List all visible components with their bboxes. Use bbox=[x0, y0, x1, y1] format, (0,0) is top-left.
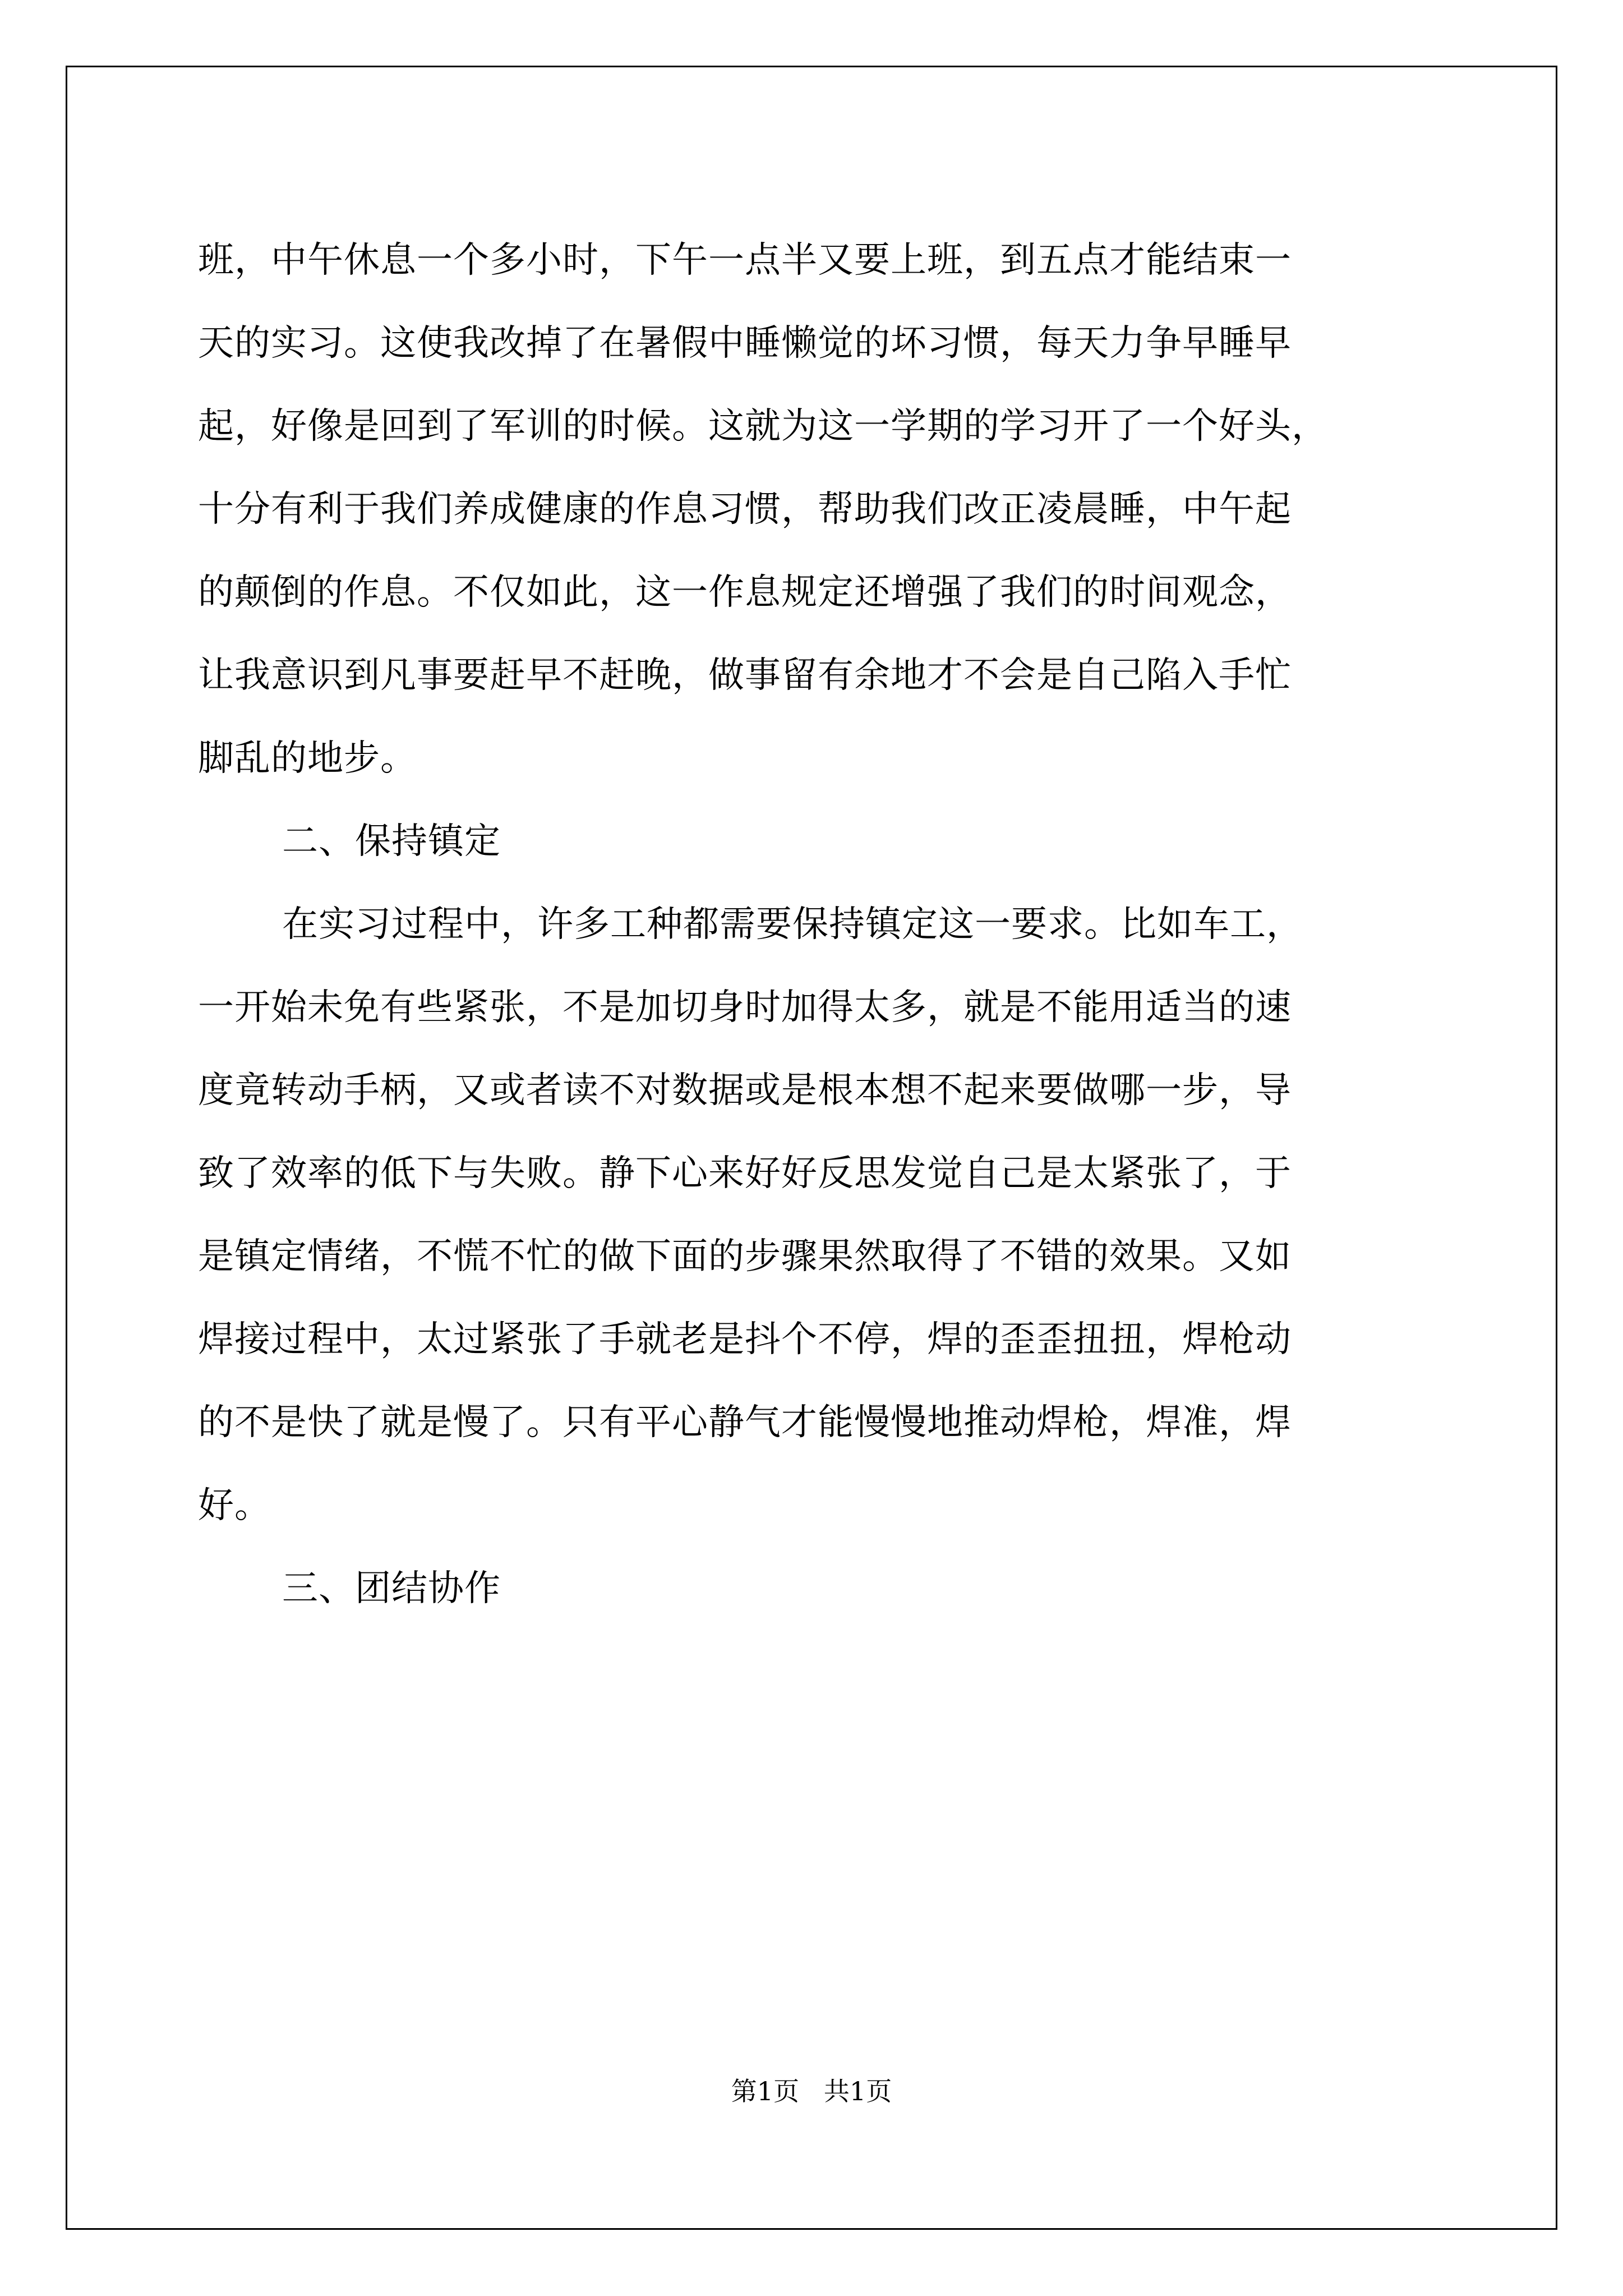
text-line: 是镇定情绪，不慌不忙的做下面的步骤果然取得了不错的效果。又如 bbox=[198, 1236, 1292, 1277]
text-line: 班，中午休息一个多小时，下午一点半又要上班，到五点才能结束一 bbox=[198, 240, 1292, 281]
text-line: 十分有利于我们养成健康的作息习惯，帮助我们改正凌晨睡，中午起 bbox=[198, 489, 1292, 530]
section-heading: 二、保持镇定 bbox=[282, 821, 501, 862]
text-line: 让我意识到凡事要赶早不赶晚，做事留有余地才不会是自己陷入手忙 bbox=[198, 655, 1292, 696]
text-line: 致了效率的低下与失败。静下心来好好反思发觉自己是太紧张了，于 bbox=[198, 1153, 1292, 1194]
text-line: 起，好像是回到了军训的时候。这就为这一学期的学习开了一个好头， bbox=[198, 406, 1328, 447]
section-heading: 三、团结协作 bbox=[282, 1568, 501, 1609]
text-line: 度竟转动手柄，又或者读不对数据或是根本想不起来要做哪一步，导 bbox=[198, 1070, 1292, 1111]
text-line: 的颠倒的作息。不仅如此，这一作息规定还增强了我们的时间观念， bbox=[198, 572, 1292, 613]
text-line: 在实习过程中，许多工种都需要保持镇定这一要求。比如车工， bbox=[282, 904, 1303, 945]
text-line: 一开始未免有些紧张，不是加切身时加得太多，就是不能用适当的速 bbox=[198, 987, 1292, 1028]
document-body bbox=[198, 219, 1432, 1630]
text-line: 脚乱的地步。 bbox=[198, 738, 417, 779]
text-line: 的不是快了就是慢了。只有平心静气才能慢慢地推动焊枪，焊准，焊 bbox=[198, 1402, 1292, 1443]
text-line: 好。 bbox=[198, 1485, 271, 1526]
text-line: 天的实习。这使我改掉了在暑假中睡懒觉的坏习惯，每天力争早睡早 bbox=[198, 323, 1292, 364]
text-line: 焊接过程中，太过紧张了手就老是抖个不停，焊的歪歪扭扭，焊枪动 bbox=[198, 1319, 1292, 1360]
page-footer: 第1页 共1页 bbox=[731, 2076, 892, 2106]
